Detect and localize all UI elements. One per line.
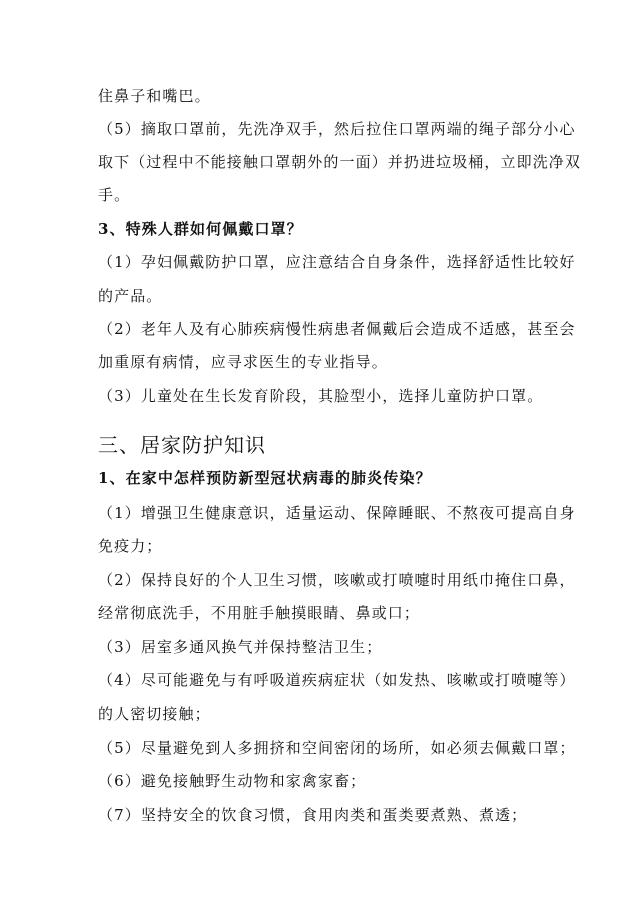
body-text-line: 住鼻子和嘴巴。	[98, 87, 211, 105]
body-text-line: （6）避免接触野生动物和家禽家畜；	[98, 772, 367, 790]
section-heading: 三、居家防护知识	[98, 433, 266, 457]
body-text-line: 免疫力；	[98, 537, 163, 555]
body-text-line: （1）增强卫生健康意识，适量运动、保障睡眠、不熬夜可提高自身	[98, 504, 576, 522]
body-text-line: （4）尽可能避免与有呼吸道疾病症状（如发热、咳嗽或打喷嚏等）	[98, 671, 576, 689]
body-text-line: （1）孕妇佩戴防护口罩，应注意结合自身条件，选择舒适性比较好	[98, 253, 576, 271]
body-text-line: （5）尽量避免到人多拥挤和空间密闭的场所，如必须去佩戴口罩；	[98, 739, 576, 757]
subsection-heading: 3、特殊人群如何佩戴口罩？	[98, 220, 303, 238]
body-text-line: 的产品。	[98, 287, 163, 305]
body-text-line: 的人密切接触；	[98, 705, 211, 723]
body-text-line: 取下（过程中不能接触口罩朝外的一面）并扔进垃圾桶，立即洗净双	[98, 153, 582, 171]
body-text-line: 加重原有病情，应寻求医生的专业指导。	[98, 353, 388, 371]
body-text-line: （2）老年人及有心肺疾病慢性病患者佩戴后会造成不适感，甚至会	[98, 320, 576, 338]
body-text-line: （2）保持良好的个人卫生习惯，咳嗽或打喷嚏时用纸巾掩住口鼻，	[98, 571, 576, 589]
subsection-heading: 1、在家中怎样预防新型冠状病毒的肺炎传染？	[98, 469, 432, 487]
body-text-line: （3）儿童处在生长发育阶段，其脸型小，选择儿童防护口罩。	[98, 387, 544, 405]
body-text-line: 经常彻底洗手，不用脏手触摸眼睛、鼻或口；	[98, 604, 421, 622]
body-text-line: （7）坚持安全的饮食习惯，食用肉类和蛋类要煮熟、煮透；	[98, 806, 528, 824]
body-text-line: （5）摘取口罩前，先洗净双手，然后拉住口罩两端的绳子部分小心	[98, 120, 576, 138]
body-text-line: 手。	[98, 186, 131, 204]
body-text-line: （3）居室多通风换气并保持整洁卫生；	[98, 638, 383, 656]
